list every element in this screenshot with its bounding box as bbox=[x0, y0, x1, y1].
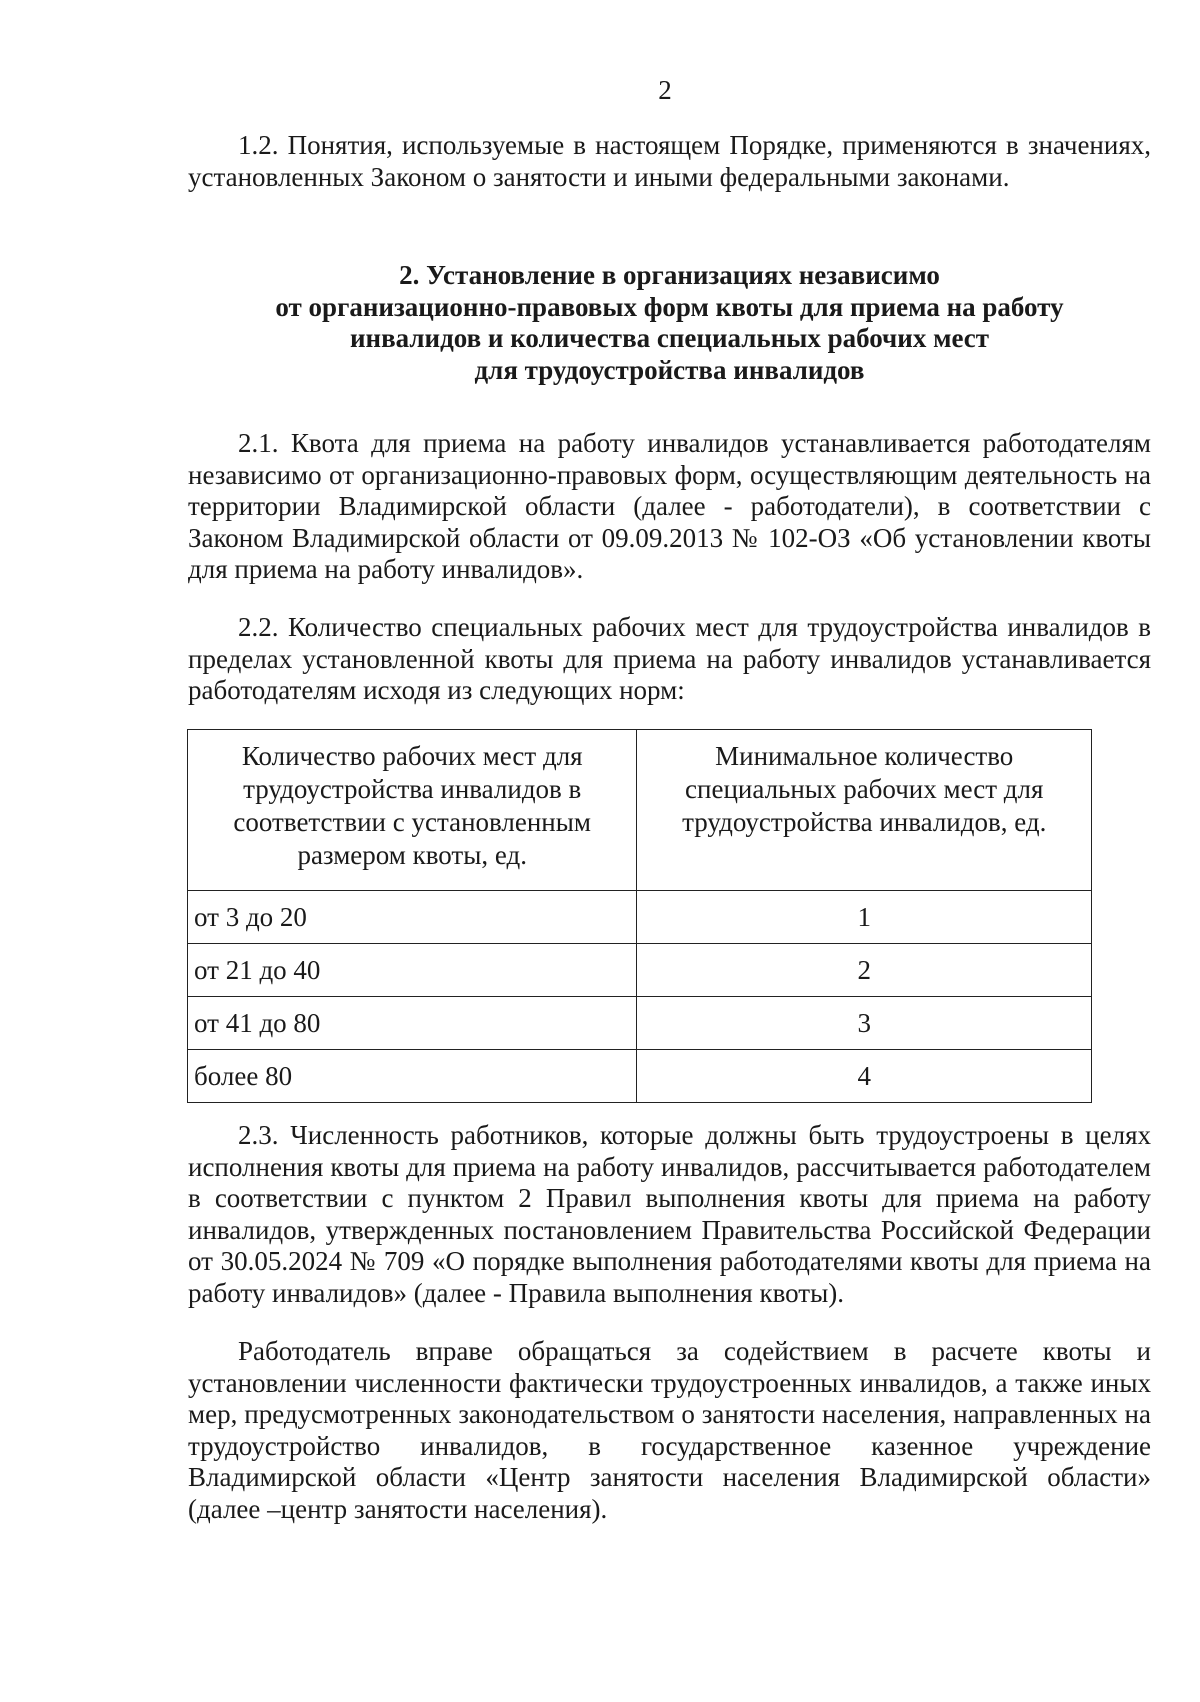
paragraph-1-2: 1.2. Понятия, используемые в настоящем Порядке, применяются в значениях, установленных Законом о занятости и иными федеральными законами. bbox=[188, 130, 1151, 192]
paragraph-2-1: 2.1. Квота для приема на работу инвалидов устанавливается работодателям независимо от организационно-правовых форм, осуществляющим деятельность на территории Владимирской области (далее - работодатели), в соответствии с Законом Владимирской области от 09.09.2013 № 102-ОЗ «Об установлении квоты для приема на работу инвалидов». bbox=[188, 428, 1151, 584]
min-places-cell: 1 bbox=[637, 891, 1092, 944]
heading-line: от организационно-правовых форм квоты для приема на работу bbox=[275, 291, 1064, 322]
section-2-heading bbox=[188, 260, 1151, 386]
table-row bbox=[188, 891, 1092, 944]
header-text-min-places: Минимальное количество специальных рабочих мест для трудоустройства инвалидов, ед. bbox=[682, 741, 1047, 837]
min-places-cell: 2 bbox=[637, 944, 1092, 997]
quota-table bbox=[187, 729, 1092, 1103]
table-row bbox=[188, 1050, 1092, 1103]
heading-line: инвалидов и количества специальных рабочих мест bbox=[349, 323, 990, 353]
page-number: 2 bbox=[658, 75, 672, 105]
heading-line: для трудоустройства инвалидов bbox=[474, 354, 865, 385]
min-places-cell: 3 bbox=[637, 997, 1092, 1050]
table-row bbox=[188, 997, 1092, 1050]
paragraph-employer-assistance: Работодатель вправе обращаться за содействием в расчете квоты и установлении численности фактически трудоустроенных инвалидов, а также иных мер, предусмотренных законодательством о занятости населения, направленных на трудоустройство инвалидов, в государственное казенное учреждение Владимирской области «Центр занятости населения Владимирской области» (далее –центр занятости населения). bbox=[188, 1336, 1151, 1524]
table-header-cell bbox=[637, 730, 1092, 891]
range-cell: от 3 до 20 bbox=[188, 891, 637, 944]
range-cell: от 41 до 80 bbox=[188, 997, 637, 1050]
paragraph-2-2: 2.2. Количество специальных рабочих мест для трудоустройства инвалидов в пределах установленной квоты для приема на работу инвалидов устанавливается работодателям исходя из следующих норм: bbox=[188, 612, 1151, 705]
header-text-places: Количество рабочих мест для трудоустройства инвалидов в соответствии с установленным размером квоты, ед. bbox=[233, 741, 591, 870]
range-cell: от 21 до 40 bbox=[188, 944, 637, 997]
table-header-row bbox=[188, 730, 1092, 891]
range-cell: более 80 bbox=[188, 1050, 637, 1103]
heading-line: 2. Установление в организациях независимо bbox=[399, 260, 940, 290]
paragraph-2-3: 2.3. Численность работников, которые должны быть трудоустроены в целях исполнения квоты для приема на работу инвалидов, рассчитывается работодателем в соответствии с пунктом 2 Правил выполнения квоты для приема на работу инвалидов, утвержденных постановлением Правительства Российской Федерации от 30.05.2024 № 709 «О порядке выполнения работодателями квоты для приема на работу инвалидов» (далее - Правила выполнения квоты). bbox=[188, 1120, 1151, 1308]
table-row bbox=[188, 944, 1092, 997]
table-header-cell bbox=[188, 730, 637, 891]
min-places-cell: 4 bbox=[637, 1050, 1092, 1103]
